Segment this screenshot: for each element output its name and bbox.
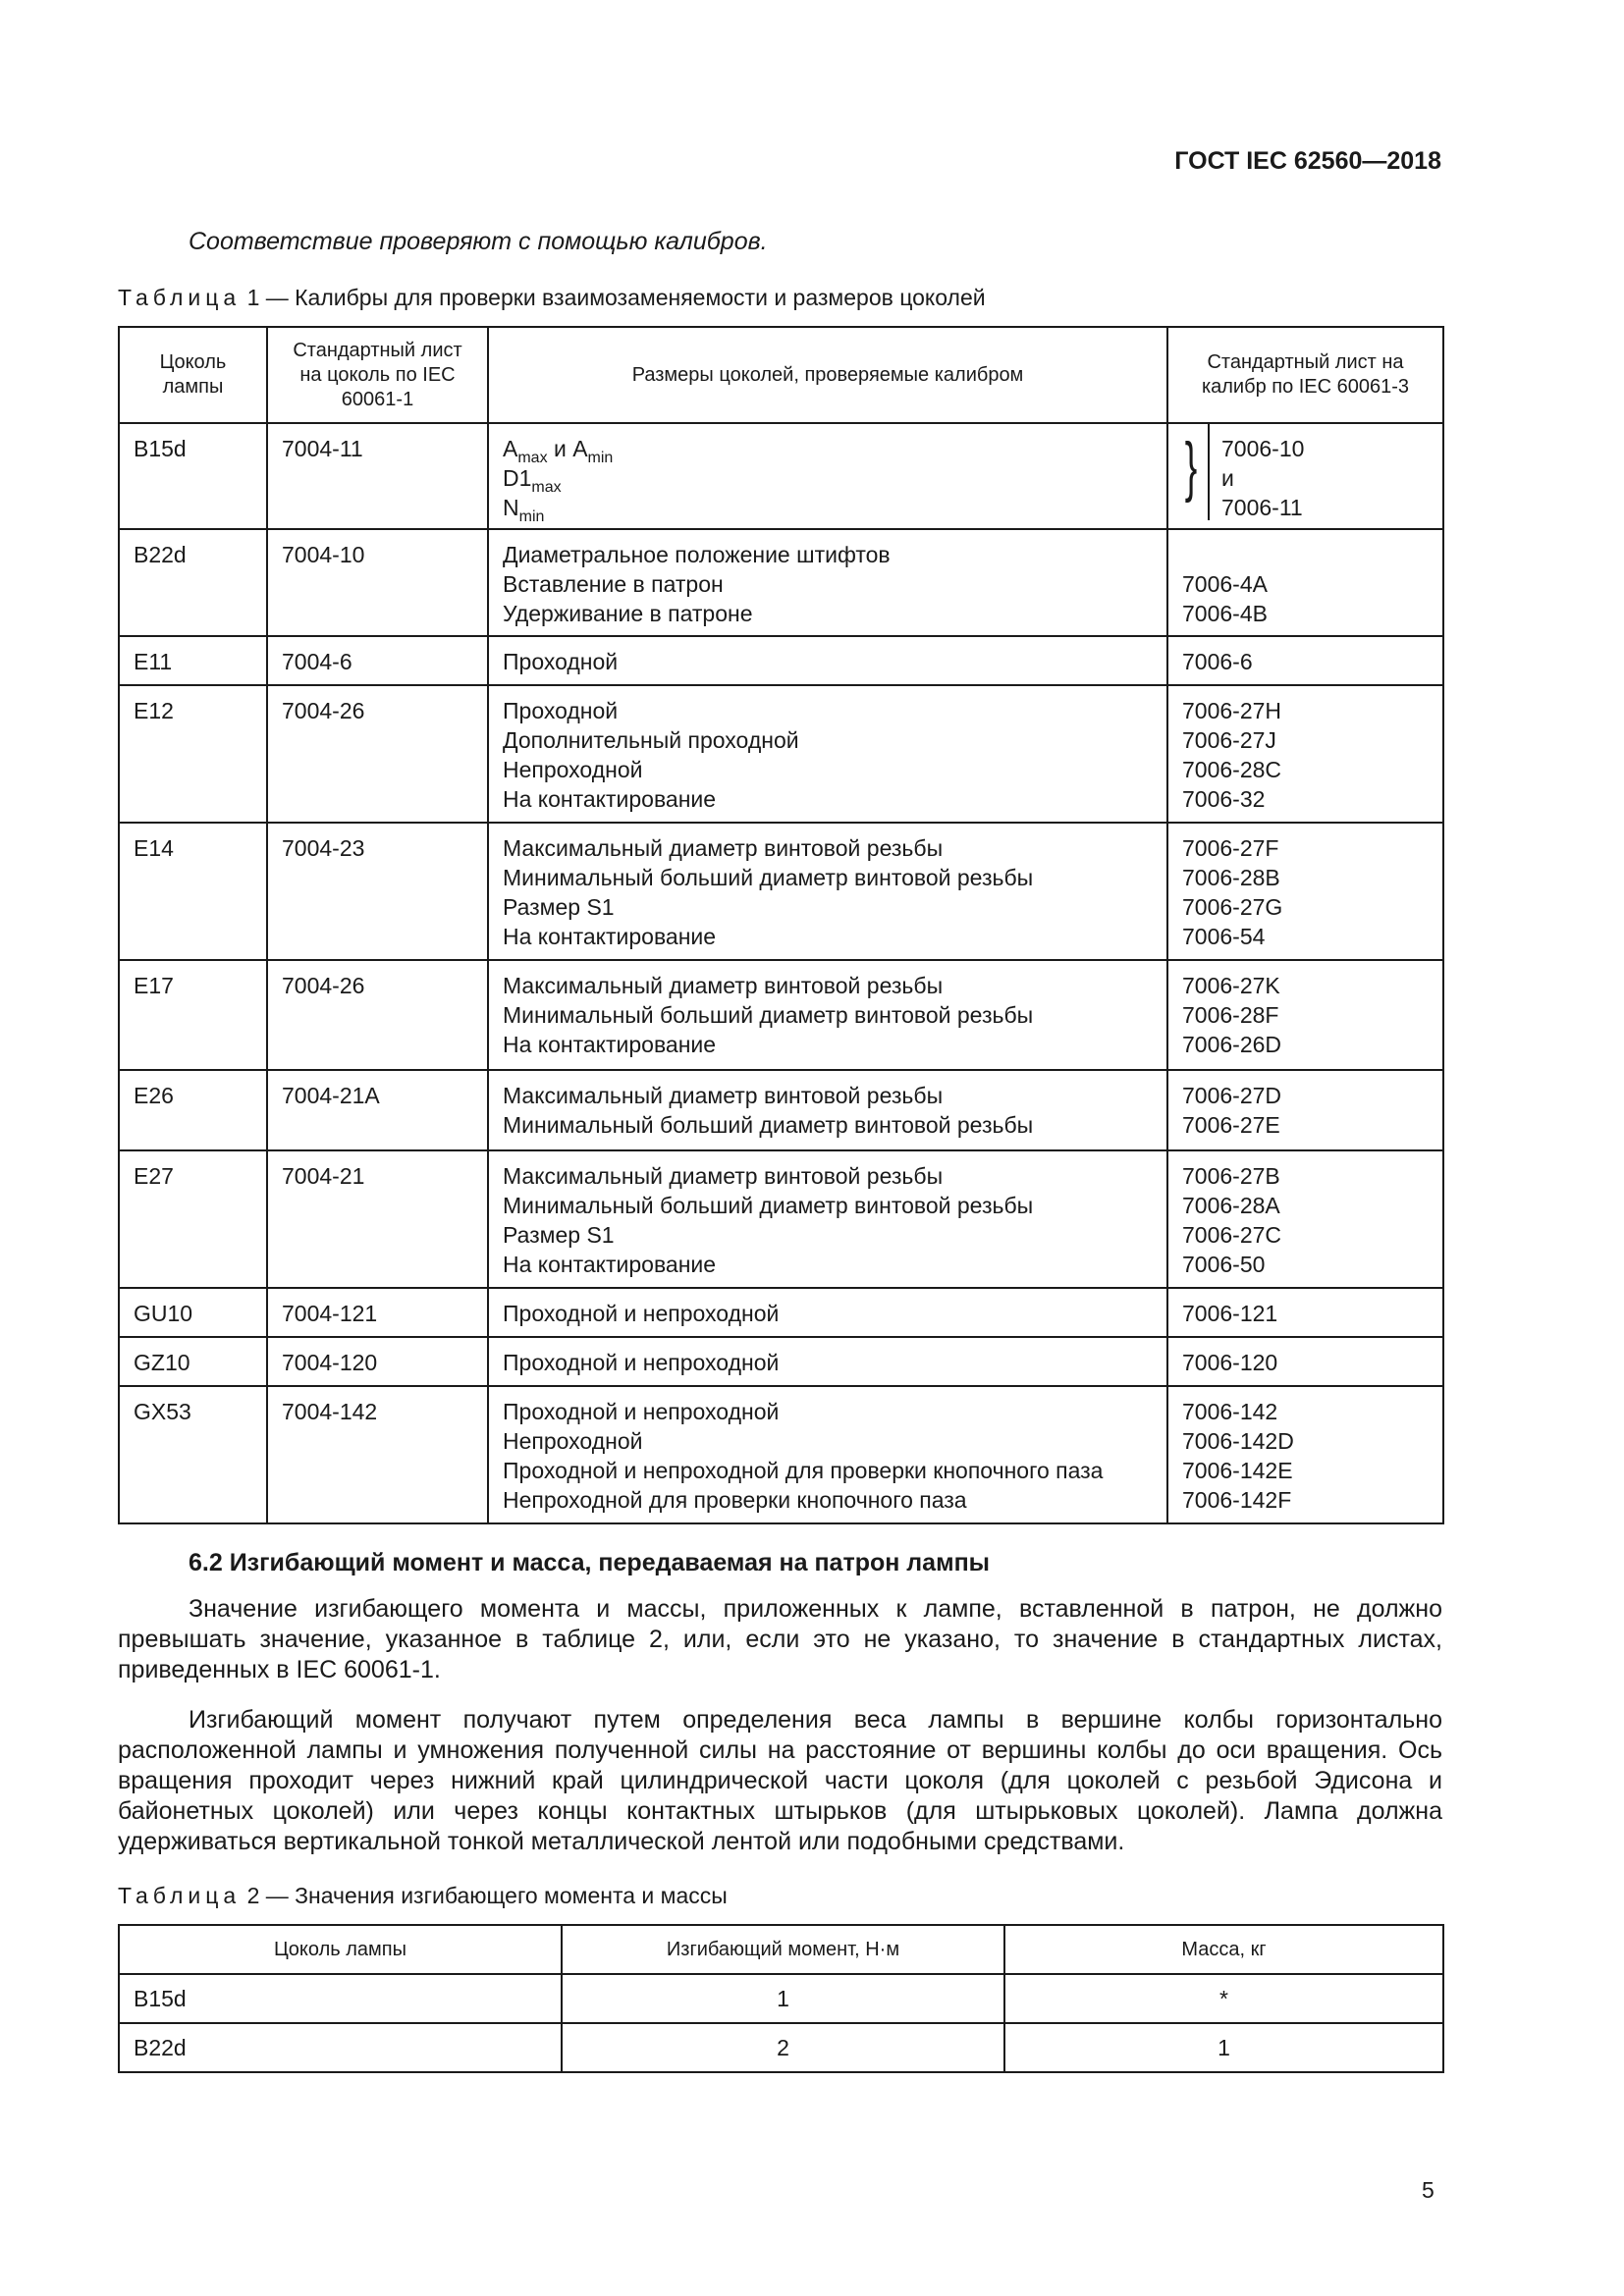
dims-cell <box>488 685 1167 823</box>
cap-cell: E14 <box>119 823 267 960</box>
dim-line: На контактирование <box>503 1032 717 1057</box>
sheet-cell: 7004-11 <box>267 423 488 529</box>
gauge-line: 7006-142F <box>1182 1487 1292 1513</box>
dim-line: Проходной и непроходной <box>503 1301 780 1326</box>
moment-mass-table <box>118 1924 1444 2073</box>
gauge-line: 7006-27D <box>1182 1083 1282 1108</box>
dims-cell <box>488 1288 1167 1337</box>
dim-line: $A_{max}$ и $A_{min}$ <box>503 436 614 466</box>
dims-cell <box>488 1337 1167 1386</box>
table-row <box>119 529 1443 636</box>
table-row <box>119 1150 1443 1288</box>
header-cap: Цоколь лампы <box>119 327 267 423</box>
dim-line: Непроходной для проверки кнопочного паза <box>503 1487 967 1513</box>
gauge-cell <box>1167 1288 1443 1337</box>
gauge-line: 7006-27H <box>1182 698 1282 723</box>
gauge-cell <box>1167 1150 1443 1288</box>
gauge-line: 7006-26D <box>1182 1032 1282 1057</box>
dims-cell <box>488 636 1167 685</box>
dim-line: Проходной <box>503 698 619 723</box>
cap-cell: GU10 <box>119 1288 267 1337</box>
dims-cell <box>488 960 1167 1070</box>
paragraph: Значение изгибающего момента и массы, приложенных к лампе, вставленной в патрон, не должно превышать значение, указанное в таблице 2, или, если это не указано, то значение в стандартных листах, приведенных в IEC 60061-1. <box>118 1595 1442 1683</box>
cap-cell: E26 <box>119 1070 267 1150</box>
table1-caption <box>118 285 986 311</box>
cap-cell: E27 <box>119 1150 267 1288</box>
sheet-cell: 7004-6 <box>267 636 488 685</box>
gauge-line: 7006-28A <box>1182 1193 1280 1218</box>
sheet-cell: 7004-21 <box>267 1150 488 1288</box>
paragraph: Изгибающий момент получают путем определения веса лампы в вершине колбы горизонтально расположенной лампы и умножения полученной силы на расстояние от вершины колбы до оси вращения. Ось вращения проходит через нижний край цилиндрической части цоколя (для цоколей с резьбой Эдисона и байонетных цоколей) или через концы контактных штырьков (для штырьковых цоколей). Лампа должна удерживаться вертикальной тонкой металлической лентой или подобными средствами. <box>118 1706 1442 1855</box>
dim-line: Диаметральное положение штифтов <box>503 542 891 567</box>
dim-line: Проходной и непроходной для проверки кнопочного паза <box>503 1458 1104 1483</box>
dim-line: Вставление в патрон <box>503 571 724 597</box>
header-cap-sheet: Стандартный лист на цоколь по IEC 60061-1 <box>267 327 488 423</box>
gauge-line: 7006-142 <box>1182 1399 1278 1424</box>
header-cap: Цоколь лампы <box>119 1925 562 1974</box>
moment-cell: 2 <box>562 2023 1004 2072</box>
sheet-cell: 7004-121 <box>267 1288 488 1337</box>
gauge-lines: 7006-10 и 7006-11 <box>1221 436 1305 520</box>
gauge-line: 7006-27B <box>1182 1163 1280 1189</box>
table2-caption-text: 2 — Значения изгибающего момента и массы <box>246 1883 728 1908</box>
table-row <box>119 636 1443 685</box>
sheet-cell: 7004-21A <box>267 1070 488 1150</box>
table-row <box>119 685 1443 823</box>
gauge-cell <box>1167 823 1443 960</box>
gauge-line: 7006-27J <box>1182 727 1276 753</box>
gauge-line: 7006-27K <box>1182 973 1280 998</box>
dim-line: Проходной <box>503 649 619 674</box>
gauge-line: 7006-27C <box>1182 1222 1282 1248</box>
dim-line: На контактирование <box>503 1252 717 1277</box>
brace-symbol: } <box>1184 429 1198 504</box>
gauge-line: 7006-50 <box>1182 1252 1266 1277</box>
gauge-cell <box>1167 960 1443 1070</box>
gauge-line: 7006-27E <box>1182 1112 1280 1138</box>
sheet-cell: 7004-142 <box>267 1386 488 1523</box>
cap-cell: B22d <box>119 529 267 636</box>
table2-caption-label: Таблица <box>118 1883 242 1908</box>
document-code: ГОСТ IEC 62560—2018 <box>1174 147 1441 175</box>
dims-cell <box>488 1386 1167 1523</box>
table-row <box>119 1288 1443 1337</box>
dim-line: Максимальный диаметр винтовой резьбы <box>503 1083 944 1108</box>
gauge-line: 7006-142D <box>1182 1428 1294 1454</box>
gauges-table <box>118 326 1444 1524</box>
cap-cell: E12 <box>119 685 267 823</box>
cap-cell: B22d <box>119 2023 562 2072</box>
table-header-row <box>119 1925 1443 1974</box>
cap-cell: B15d <box>119 1974 562 2023</box>
sheet-cell: 7004-26 <box>267 685 488 823</box>
table-row <box>119 1070 1443 1150</box>
mass-cell: 1 <box>1004 2023 1443 2072</box>
gauge-cell <box>1167 685 1443 823</box>
mass-cell: * <box>1004 1974 1443 2023</box>
table-row <box>119 1386 1443 1523</box>
gauge-cell <box>1167 636 1443 685</box>
dim-line: Размер S1 <box>503 894 615 920</box>
table1-caption-text: 1 — Калибры для проверки взаимозаменяемости и размеров цоколей <box>246 285 986 310</box>
dim-line: Непроходной <box>503 1428 643 1454</box>
gauge-line: 7006-28C <box>1182 757 1282 782</box>
dims-cell <box>488 1150 1167 1288</box>
cap-cell: GZ10 <box>119 1337 267 1386</box>
page-number: 5 <box>1422 2177 1435 2203</box>
gauge-cell <box>1167 529 1443 636</box>
table-row <box>119 1974 1443 2023</box>
gauge-line: 7006-4A <box>1182 571 1268 597</box>
table-row <box>119 823 1443 960</box>
gauge-check-note: Соответствие проверяют с помощью калибров. <box>189 228 768 255</box>
gauge-line: 7006-6 <box>1182 649 1253 674</box>
gauge-line: 7006-4B <box>1182 601 1268 626</box>
gauge-line: 7006-28B <box>1182 865 1280 890</box>
sheet-cell: 7004-10 <box>267 529 488 636</box>
gauge-cell <box>1167 1337 1443 1386</box>
dim-line: Минимальный больший диаметр винтовой резьбы <box>503 1002 1034 1028</box>
dim-line: Размер S1 <box>503 1222 615 1248</box>
gauge-cell <box>1167 423 1443 529</box>
dims-cell <box>488 529 1167 636</box>
dims-cell <box>488 823 1167 960</box>
dim-line: Минимальный больший диаметр винтовой резьбы <box>503 1112 1034 1138</box>
dim-line: Дополнительный проходной <box>503 727 799 753</box>
gauge-line: 7006-32 <box>1182 786 1266 812</box>
dim-line: На контактирование <box>503 924 717 949</box>
gauge-line: 7006-54 <box>1182 924 1266 949</box>
header-mass: Масса, кг <box>1004 1925 1443 1974</box>
table-row <box>119 960 1443 1070</box>
gauge-line: 7006-27G <box>1182 894 1283 920</box>
cap-cell: E11 <box>119 636 267 685</box>
table-row <box>119 423 1443 529</box>
section-heading: 6.2 Изгибающий момент и масса, передаваемая на патрон лампы <box>189 1549 991 1576</box>
dim-line: Минимальный больший диаметр винтовой резьбы <box>503 1193 1034 1218</box>
gauge-line: 7006-142E <box>1182 1458 1293 1483</box>
dim-line: Максимальный диаметр винтовой резьбы <box>503 973 944 998</box>
dims-cell <box>488 423 1167 529</box>
dim-line: Проходной и непроходной <box>503 1350 780 1375</box>
gauge-cell <box>1167 1386 1443 1523</box>
table-row <box>119 2023 1443 2072</box>
gauge-line: 7006-121 <box>1182 1301 1278 1326</box>
sheet-cell: 7004-120 <box>267 1337 488 1386</box>
table-header-row <box>119 327 1443 423</box>
dim-line: Максимальный диаметр винтовой резьбы <box>503 835 944 861</box>
gauge-line: 7006-28F <box>1182 1002 1279 1028</box>
dim-line: $D1_{max}$ <box>503 465 562 496</box>
table2-caption <box>118 1883 728 1909</box>
dim-line: Максимальный диаметр винтовой резьбы <box>503 1163 944 1189</box>
cap-cell: B15d <box>119 423 267 529</box>
sheet-cell: 7004-23 <box>267 823 488 960</box>
dim-line: Удерживание в патроне <box>503 601 753 626</box>
gauge-line: 7006-27F <box>1182 835 1279 861</box>
gauge-line: 7006-120 <box>1182 1350 1278 1375</box>
moment-cell: 1 <box>562 1974 1004 2023</box>
table1-caption-label: Таблица <box>118 285 242 310</box>
sheet-cell: 7004-26 <box>267 960 488 1070</box>
gauge-line <box>1182 540 1431 569</box>
dim-line: Проходной и непроходной <box>503 1399 780 1424</box>
dim-line: Минимальный больший диаметр винтовой резьбы <box>503 865 1034 890</box>
dims-cell <box>488 1070 1167 1150</box>
cap-cell: GX53 <box>119 1386 267 1523</box>
dim-line: На контактирование <box>503 786 717 812</box>
header-gauge-sheet: Стандартный лист на калибр по IEC 60061-3 <box>1167 327 1443 423</box>
gauge-cell <box>1167 1070 1443 1150</box>
cap-cell: E17 <box>119 960 267 1070</box>
dim-line: Непроходной <box>503 757 643 782</box>
dim-line: $N_{min}$ <box>503 495 545 525</box>
header-moment: Изгибающий момент, Н·м <box>562 1925 1004 1974</box>
table-row <box>119 1337 1443 1386</box>
header-dimensions: Размеры цоколей, проверяемые калибром <box>488 327 1167 423</box>
